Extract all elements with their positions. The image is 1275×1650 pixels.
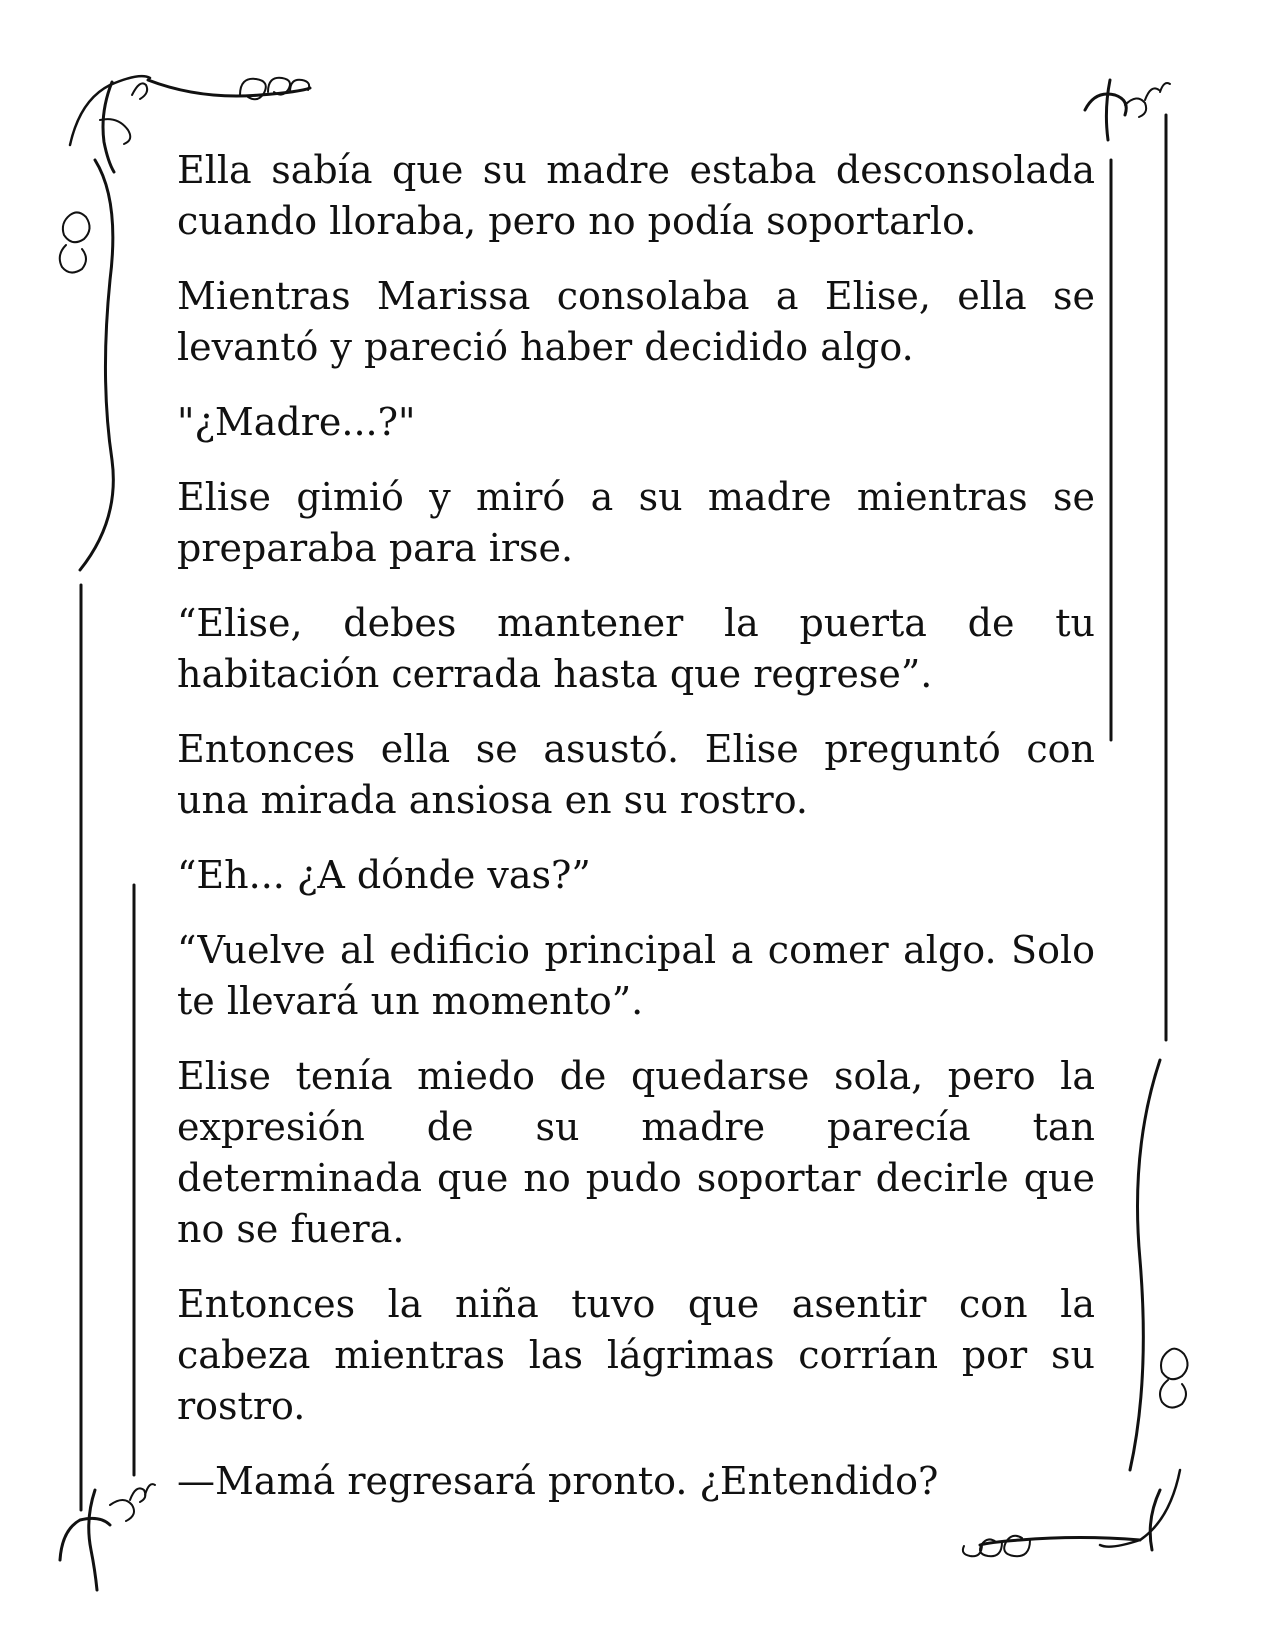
story-text <box>177 145 1095 1531</box>
paragraph: Elise gimió y miró a su madre mientras se preparaba para irse. <box>177 475 1095 570</box>
paragraph: —Mamá regresará pronto. ¿Entendido? <box>177 1459 939 1503</box>
paragraph: Mientras Marissa consolaba a Elise, ella se levantó y pareció haber decidido algo. <box>177 274 1095 369</box>
paragraph: “Eh... ¿A dónde vas?” <box>177 853 591 897</box>
top-right-flourish <box>1085 80 1170 140</box>
paragraph: “Elise, debes mantener la puerta de tu habitación cerrada hasta que regrese”. <box>177 601 1095 696</box>
paragraph: Entonces ella se asustó. Elise preguntó con una mirada ansiosa en su rostro. <box>177 727 1095 822</box>
paragraph: “Vuelve al edificio principal a comer algo. Solo te llevará un momento”. <box>177 928 1095 1023</box>
bottom-left-flourish <box>60 1484 155 1590</box>
paragraph: Elise tenía miedo de quedarse sola, pero la expresión de su madre parecía tan determinada que no pudo soportar decirle que no se fuera. <box>177 1054 1095 1251</box>
paragraph: Ella sabía que su madre estaba desconsolada cuando lloraba, pero no podía soportarlo. <box>177 148 1095 243</box>
paragraph: Entonces la niña tuvo que asentir con la cabeza mientras las lágrimas corrían por su rostro. <box>177 1282 1095 1428</box>
paragraph: "¿Madre...?" <box>177 400 416 444</box>
